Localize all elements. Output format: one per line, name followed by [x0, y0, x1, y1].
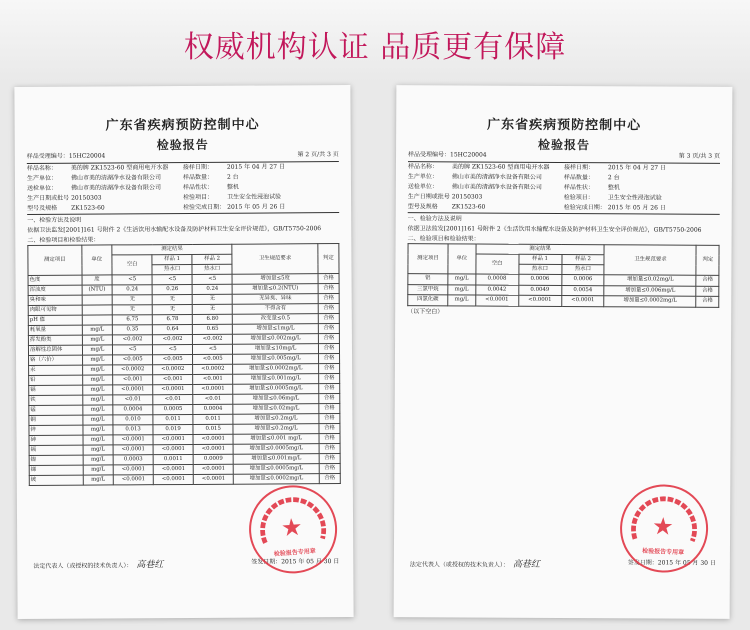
method-basis: 依据卫法监发[2001]161 号附件 2《生活饮用水输配水设备及防护材料卫生安全评价规范》，GB/T5750-2006: [407, 225, 702, 234]
legal-representative-label: 法定代表人（或授权的技术负责人）：: [33, 562, 133, 570]
sample-info-left-column: [408, 162, 564, 213]
cell-sample-1: 0.26: [152, 285, 192, 295]
cell-sample-2: <5: [193, 345, 233, 355]
cell-unit: mg/L: [82, 375, 112, 385]
cell-blank: <0.005: [113, 355, 153, 365]
cell-blank: <0.0001: [113, 475, 153, 485]
cell-unit: [82, 295, 112, 305]
header-hot-water-2: 热水口: [561, 265, 604, 275]
header-judgement: 判定: [318, 244, 339, 274]
cell-requirement: 增加量≤0.02mg/L: [604, 275, 696, 286]
cell-project: 挥发酚类: [28, 335, 82, 345]
signature: 高巷红: [136, 560, 164, 571]
cell-unit: mg/L: [83, 415, 113, 425]
cell-sample-1: <0.01: [153, 395, 193, 405]
page-number: 第 3 页/共 3 页: [678, 152, 721, 160]
results-table: [27, 243, 340, 486]
cell-unit: mg/L: [82, 335, 112, 345]
header-unit: 单位: [82, 245, 113, 275]
cell-project: 铁: [29, 395, 83, 405]
cell-unit: mg/L: [83, 455, 113, 465]
info-value: 2015 年 04 月 27 日: [607, 164, 667, 172]
sample-number: [408, 151, 487, 160]
info-key: 生产日期或批号: [407, 193, 450, 201]
cell-sample-1: 0.0049: [518, 285, 561, 296]
cell-judgement: 合格: [318, 304, 339, 314]
sample-number-label: 样品受理编号：: [26, 152, 69, 160]
info-value: 2015 年 05 月 26 日: [227, 203, 286, 211]
header-sample-1: 样品 1: [519, 255, 562, 265]
cell-sample-1: 6.78: [152, 315, 192, 325]
organization-name: 广东省疾病预防控制中心: [105, 117, 260, 134]
info-value: 佛山市美的清湖净水设备有限公司: [451, 183, 542, 191]
cell-sample-2: <0.01: [193, 395, 233, 405]
info-key: 检验项目：: [183, 193, 214, 202]
legal-representative: [33, 557, 163, 571]
info-line: [27, 203, 183, 214]
blank-below-note: （以下空白）: [407, 308, 444, 316]
header-blank: 空白: [112, 255, 152, 275]
cell-blank: <0.0001: [113, 465, 153, 475]
info-key: 型号及规格: [407, 203, 438, 211]
cell-requirement: 增加量≤1mg/L: [233, 324, 319, 335]
cell-project: 色度: [28, 275, 82, 285]
cell-requirement: 增加量≤0.0002mg/L: [233, 364, 319, 375]
cell-judgement: 合格: [696, 276, 719, 287]
info-value: 美的牌 ZK1523-60 型商用电开水器: [451, 163, 550, 171]
cell-sample-1: <0.002: [153, 335, 193, 345]
header-values: 测定结果: [112, 245, 232, 256]
cell-unit: mg/L: [83, 425, 113, 435]
cell-sample-2: 0.0009: [193, 455, 233, 465]
cell-project: 三氯甲烷: [408, 285, 448, 296]
cell-unit: mg/L: [83, 435, 113, 445]
cell-blank: 6.75: [112, 315, 152, 325]
cell-requirement: 改变量≤0.5: [233, 314, 319, 325]
header-sample-2: 样品 2: [192, 255, 232, 265]
cell-requirement: 增加量≤0.001mg/L: [233, 374, 319, 385]
cell-requirement: 无异臭、异味: [232, 294, 318, 305]
cell-sample-1: 0.019: [153, 425, 193, 435]
cell-sample-2: <0.0002: [193, 365, 233, 375]
cell-unit: mg/L: [82, 325, 112, 335]
cell-judgement: 合格: [319, 394, 340, 404]
cell-blank: <0.001: [113, 375, 153, 385]
report-page-left: [14, 85, 353, 619]
cell-sample-2: <0.0001: [193, 445, 233, 455]
cell-unit: (NTU): [82, 285, 112, 295]
cell-requirement: 增加量≤0.2(NTU): [232, 284, 318, 295]
cell-sample-1: <5: [153, 345, 193, 355]
cell-unit: 度: [82, 275, 112, 285]
cell-judgement: 合格: [319, 464, 340, 474]
sample-number-value: 15HC20004: [68, 152, 106, 160]
cell-judgement: 合格: [319, 384, 340, 394]
cell-project: 铜: [29, 415, 83, 425]
cell-requirement: 增加量≤0.001 mg/L: [233, 434, 319, 445]
cell-sample-1: <0.0001: [153, 465, 193, 475]
cell-sample-1: 0.64: [152, 325, 192, 335]
cell-project: 肉眼可见物: [28, 305, 82, 315]
cell-judgement: 合格: [319, 424, 340, 434]
info-value: ZK1523-60: [451, 203, 486, 211]
sample-info-right-column: [183, 162, 339, 213]
cell-sample-1: 0.011: [153, 415, 193, 425]
cell-blank: <0.01: [113, 395, 153, 405]
info-value: 2015 年 05 月 26 日: [607, 204, 666, 212]
legal-representative-label: 法定代表人（或授权的技术负责人）：: [409, 561, 509, 569]
cell-project: 耗氧量: [28, 325, 82, 335]
info-key: 接样日期：: [182, 163, 213, 172]
cell-project: 镉: [29, 445, 83, 455]
info-value: 美的牌 ZK1523-60 型商用电开水器: [70, 164, 169, 172]
official-seal: [618, 483, 709, 574]
cell-judgement: 合格: [318, 324, 339, 334]
cell-sample-1: 0.0005: [153, 405, 193, 415]
cell-unit: mg/L: [82, 345, 112, 355]
cell-sample-2: <0.0001: [193, 385, 233, 395]
info-key: 样品数量：: [182, 173, 213, 182]
cell-sample-2: 0.65: [193, 325, 233, 335]
cell-project: 镍: [29, 455, 83, 465]
cell-sample-1: <0.005: [153, 355, 193, 365]
info-value: 佛山市美的清湖净水设备有限公司: [70, 184, 162, 192]
cell-blank: <5: [113, 345, 153, 355]
cell-project: 铝: [408, 274, 448, 285]
info-key: 送检单位：: [26, 184, 58, 193]
info-value: 整机: [226, 183, 240, 191]
cell-requirement: 增加量≤0.0005mg/L: [233, 444, 319, 455]
cell-sample-1: 0.0011: [153, 455, 193, 465]
cell-blank: 0.0003: [113, 455, 153, 465]
info-key: 样品名称：: [407, 163, 439, 171]
cell-sample-2: <0.0001: [193, 475, 233, 485]
info-key: 生产单位：: [407, 173, 438, 181]
table-row: [408, 295, 719, 307]
sample-info: [408, 162, 720, 215]
report-title: 检验报告: [156, 137, 209, 153]
seal-star-icon: ★: [651, 512, 675, 541]
cell-judgement: 合格: [318, 334, 339, 344]
cell-project: 溶解性总固体: [28, 345, 82, 355]
cell-project: 铍: [29, 475, 83, 485]
cell-blank: 0.0004: [113, 405, 153, 415]
sample-info-left-column: [27, 163, 183, 214]
cell-sample-2: 0.0004: [193, 405, 233, 415]
cell-judgement: 合格: [319, 414, 340, 424]
section-results-heading: 二、检验项目和检验结果：: [407, 235, 480, 243]
cell-judgement: 合格: [318, 274, 339, 284]
info-value: 佛山市美的清湖净水设备有限公司: [70, 174, 161, 182]
info-key: 样品性状：: [563, 184, 594, 192]
seal-label: 检验报告专用章: [641, 547, 685, 557]
cell-requirement: 增加量≤0.0005mg/L: [233, 384, 319, 395]
cell-judgement: 合格: [318, 294, 339, 304]
cell-requirement: 增加量≤0.002mg/L: [233, 334, 319, 345]
seal-label: 检验报告专用章: [273, 547, 317, 558]
cell-project: 锑: [29, 465, 83, 475]
cell-judgement: 合格: [318, 284, 339, 294]
report-header: [396, 85, 732, 154]
cell-judgement: 合格: [319, 454, 340, 464]
cell-requirement: 增加量≤0.2mg/L: [233, 414, 319, 425]
sample-number-label: 样品受理编号：: [408, 151, 451, 159]
cell-sample-2: <0.001: [193, 375, 233, 385]
cell-judgement: 合格: [318, 314, 339, 324]
report-page-right: [394, 85, 733, 619]
info-value: ZK1523-60: [71, 204, 105, 212]
cell-sample-2: 0.0006: [561, 275, 604, 286]
cell-unit: mg/L: [82, 355, 112, 365]
header-judgement: 判定: [696, 246, 719, 276]
header-values: 测定结果: [476, 244, 605, 255]
cell-judgement: 合格: [318, 344, 339, 354]
cell-judgement: 合格: [319, 364, 340, 374]
cell-blank: 0.010: [113, 415, 153, 425]
cell-blank: <0.002: [112, 335, 152, 345]
cell-project: pH 值: [28, 315, 82, 325]
cell-blank: <0.0001: [475, 295, 518, 306]
report-title: 检验报告: [538, 137, 591, 153]
page-number: 第 2 页/共 3 页: [297, 151, 339, 159]
cell-project: 铬（六价）: [29, 355, 83, 365]
header-sample-2: 样品 2: [561, 255, 604, 265]
cell-blank: <0.0002: [113, 365, 153, 375]
results-table: [407, 244, 719, 308]
info-value: 2 台: [607, 174, 620, 182]
cell-unit: mg/L: [83, 475, 113, 485]
cell-project: 汞: [29, 365, 83, 375]
cell-sample-2: 0.011: [193, 415, 233, 425]
info-line: [408, 202, 564, 213]
cell-judgement: 合格: [319, 444, 340, 454]
cell-project: 锰: [29, 405, 83, 415]
signature: 高巷红: [512, 559, 540, 570]
cell-judgement: 合格: [319, 374, 340, 384]
info-key: 检验完成日期：: [183, 203, 226, 212]
cell-unit: mg/L: [83, 465, 113, 475]
cell-requirement: 增加量≤0.006mg/L: [604, 286, 696, 297]
sample-info-right-column: [564, 163, 720, 214]
header-unit: 单位: [448, 244, 476, 274]
cell-requirement: 增加量≤0.0005mg/L: [233, 464, 319, 475]
cell-sample-1: <0.0002: [153, 365, 193, 375]
report-body: [407, 151, 720, 318]
cell-requirement: 增加量≤5度: [232, 274, 318, 285]
header-hot-water-2: 热水口: [192, 265, 232, 275]
organization-name: 广东省疾病预防控制中心: [487, 117, 642, 134]
cell-blank: <5: [112, 275, 152, 285]
cell-sample-1: 无: [152, 295, 192, 305]
cell-blank: <0.0001: [113, 385, 153, 395]
cell-sample-1: 0.0006: [518, 275, 561, 286]
cell-requirement: 不得含有: [232, 304, 318, 315]
cell-blank: 0.24: [112, 285, 152, 295]
info-value: 20150303: [71, 194, 102, 202]
cell-project: 铅: [29, 375, 83, 385]
cell-unit: mg/L: [82, 365, 112, 375]
cell-project: 锌: [29, 425, 83, 435]
info-value: 卫生安全性浸泡试验: [607, 194, 662, 202]
cell-judgement: 合格: [696, 297, 719, 308]
info-key: 型号及规格: [27, 204, 58, 213]
cell-sample-1: <5: [152, 275, 192, 285]
sample-number-value: 15HC20004: [450, 151, 487, 159]
cell-sample-1: <0.0001: [153, 385, 193, 395]
info-value: 2015 年 04 月 27 日: [226, 163, 285, 171]
sample-number: [27, 152, 106, 161]
info-line: [564, 203, 720, 214]
cell-unit: mg/L: [448, 295, 476, 306]
header-hot-water-1: 热水口: [518, 265, 561, 275]
cell-blank: <0.0001: [113, 445, 153, 455]
section-methods-heading: 一、检验方法及说明: [407, 215, 462, 223]
seal-star-icon: ★: [279, 512, 304, 543]
cell-sample-1: <0.0001: [153, 475, 193, 485]
method-basis: 依据卫法监发[2001]161 号附件 2《生活饮用水输配水设备及防护材料卫生安全评价规范》，GB/T5750-2006: [27, 225, 322, 235]
cell-requirement: 增加量≤0.2mg/L: [233, 424, 319, 435]
cell-requirement: 增加量≤10mg/L: [233, 344, 319, 355]
cell-sample-2: 0.24: [192, 285, 232, 295]
cell-sample-2: <0.0001: [193, 435, 233, 445]
banner: [0, 0, 750, 82]
cell-requirement: 增加量≤0.005mg/L: [233, 354, 319, 365]
info-key: 生产日期或批号: [27, 194, 70, 203]
issue-date: 签发日期：2015 年 05 月 30 日: [251, 558, 340, 566]
cell-unit: mg/L: [83, 445, 113, 455]
cell-judgement: 合格: [319, 474, 340, 484]
cell-blank: 无: [112, 295, 152, 305]
cell-project: 四氯化碳: [408, 295, 448, 306]
cell-unit: mg/L: [82, 405, 112, 415]
cell-sample-2: <0.002: [193, 335, 233, 345]
info-key: 检验完成日期：: [563, 204, 606, 212]
info-key: 检验项目：: [563, 194, 594, 202]
cell-requirement: 增加量≤0.06mg/L: [233, 394, 319, 405]
table-row: [29, 474, 340, 486]
cell-project: 浑浊度: [28, 285, 82, 295]
official-seal: [246, 482, 340, 576]
section-results-heading: 二、检验项目和检验结果：: [27, 236, 100, 245]
cell-judgement: 合格: [696, 286, 719, 297]
info-value: 卫生安全性浸泡试验: [227, 193, 282, 201]
cell-sample-1: <0.001: [153, 375, 193, 385]
info-key: 样品名称：: [26, 164, 57, 173]
header-requirement: 卫生规范要求: [604, 245, 696, 275]
info-key: 样品数量：: [563, 174, 594, 182]
header-sample-1: 样品 1: [152, 255, 192, 265]
cell-judgement: 合格: [319, 404, 340, 414]
cell-sample-2: <0.0001: [193, 465, 233, 475]
cell-unit: mg/L: [448, 274, 476, 285]
cell-requirement: 增加量≤0.0002mg/L: [604, 296, 696, 307]
info-key: 接样日期：: [563, 164, 594, 172]
header-hot-water-1: 热水口: [152, 265, 192, 275]
header-blank: 空白: [476, 254, 519, 274]
sample-info: [27, 162, 339, 215]
header-requirement: 卫生规范要求: [232, 244, 318, 275]
info-line: [183, 202, 339, 213]
cell-sample-2: 无: [192, 295, 232, 305]
info-key: 生产单位：: [26, 174, 57, 183]
cell-sample-1: <0.0001: [153, 435, 193, 445]
cell-unit: [82, 315, 112, 325]
cell-blank: 0.0042: [475, 285, 518, 296]
issue-date: 签发日期：2015 年 05 月 30 日: [627, 559, 716, 567]
cell-unit: mg/L: [82, 395, 112, 405]
cell-unit: mg/L: [82, 385, 112, 395]
cell-sample-2: <0.0001: [561, 296, 604, 307]
banner-title: 权威机构认证 品质更有保障: [183, 30, 567, 65]
legal-representative: [410, 556, 540, 570]
cell-sample-1: 无: [152, 305, 192, 315]
cell-sample-1: <0.0001: [153, 445, 193, 455]
cell-sample-2: 0.0054: [561, 285, 604, 296]
cell-unit: mg/L: [448, 285, 476, 296]
section-methods-heading: 一、检验方法及说明: [27, 216, 82, 225]
info-value: 佛山市美的清湖净水设备有限公司: [451, 173, 542, 181]
info-value: 整机: [607, 184, 620, 192]
cell-judgement: 合格: [319, 434, 340, 444]
report-body: [27, 151, 341, 486]
cell-blank: 0.35: [112, 325, 152, 335]
cell-blank: <0.0001: [113, 435, 153, 445]
cell-blank: 无: [112, 305, 152, 315]
info-value: 20150303: [451, 193, 483, 201]
cell-unit: [82, 305, 112, 315]
cell-project: 臭和味: [28, 295, 82, 305]
info-value: 2 台: [226, 173, 239, 181]
cell-project: 砷: [29, 435, 83, 445]
cell-sample-2: <0.005: [193, 355, 233, 365]
cell-judgement: 合格: [319, 354, 340, 364]
cell-sample-2: 无: [192, 305, 232, 315]
cell-project: 镉: [29, 385, 83, 395]
cell-sample-1: <0.0001: [518, 296, 561, 307]
cell-blank: 0.0008: [475, 274, 518, 285]
cell-sample-2: 0.015: [193, 425, 233, 435]
header-project: 测定项目: [408, 244, 448, 274]
cell-requirement: 增加量≤0.02mg/L: [233, 404, 319, 415]
cell-sample-2: <5: [192, 275, 232, 285]
info-key: 样品性状：: [182, 183, 214, 192]
cell-sample-2: 6.80: [192, 315, 232, 325]
report-header: [14, 85, 350, 154]
cell-requirement: 增加量≤0.001mg/L: [233, 454, 319, 465]
cell-requirement: 增加量≤0.0002mg/L: [233, 474, 319, 485]
header-project: 测定项目: [28, 245, 82, 275]
info-key: 送检单位：: [407, 183, 438, 191]
cell-blank: 0.013: [113, 425, 153, 435]
